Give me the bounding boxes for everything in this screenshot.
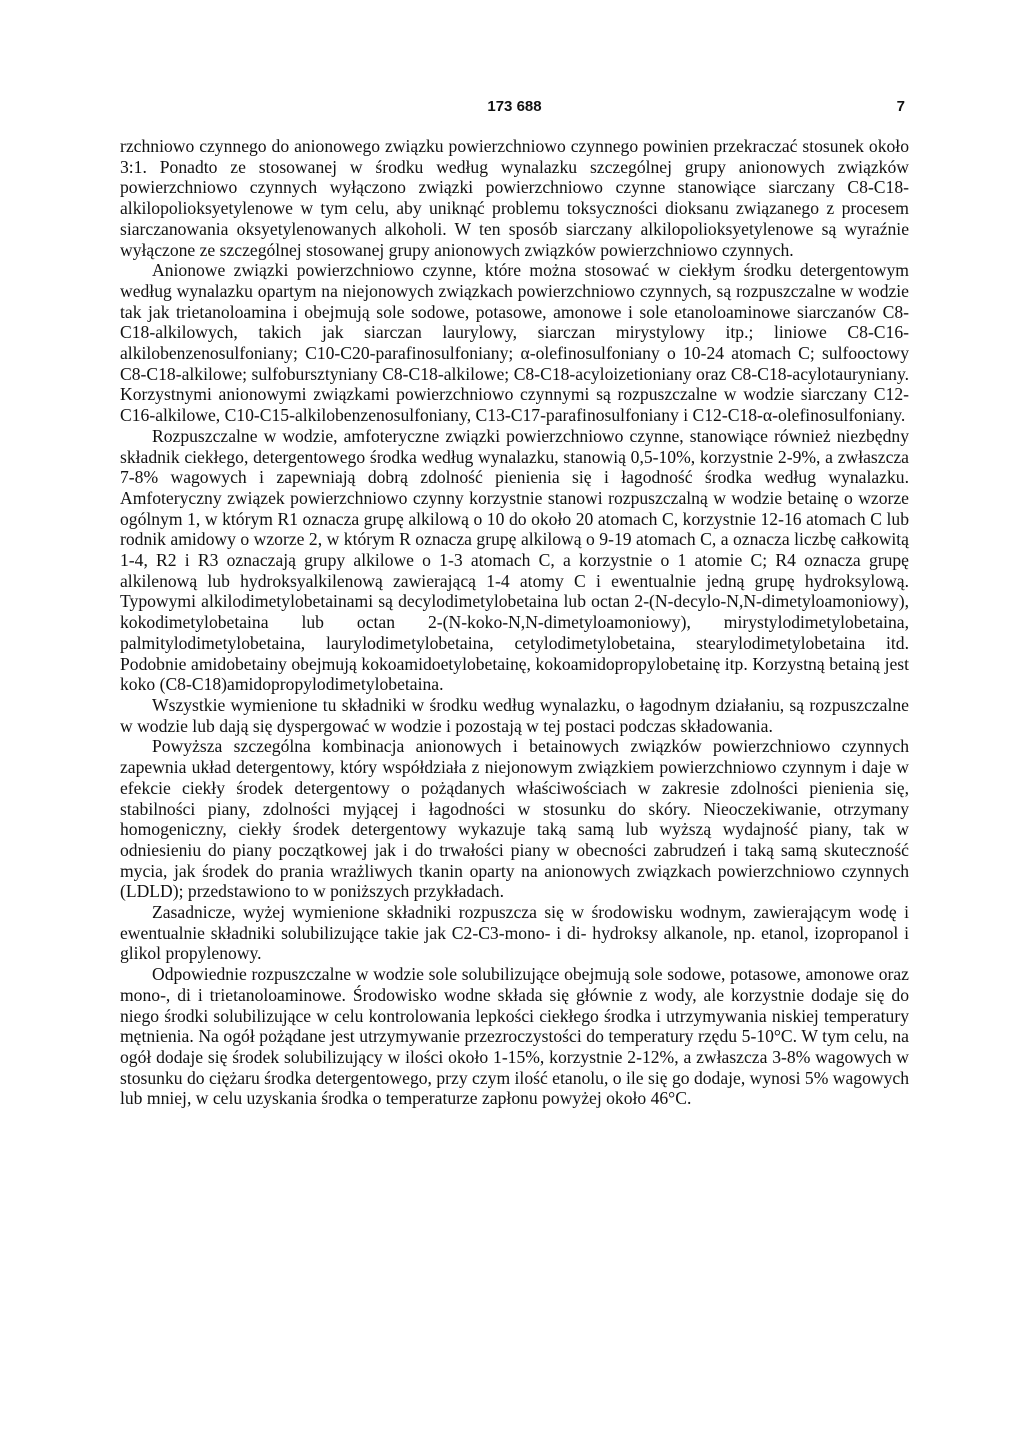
document-number: 173 688: [487, 98, 542, 115]
paragraph: Wszystkie wymienione tu składniki w środku według wynalazku, o łagodnym działaniu, są rozpuszczalne w wodzie lub dają się dyspergować w wodzie i pozostają w tej postaci podczas składowania.: [120, 694, 909, 736]
page-header: [120, 96, 909, 122]
paragraph: rzchniowo czynnego do anionowego związku powierzchniowo czynnego powinien przekraczać stosunek około 3:1. Ponadto ze stosowanej w środku według wynalazku szczególnej grupy anionowych związków powierzchniowo czynnych wyłączono związki powierzchniowo czynne stanowiące siarczany C8-C18-alkilopolioksyetylenowe w tym celu, aby uniknąć problemu toksyczności dioksanu związanego z procesem siarczanowania oksyetylenowanych alkoholi. W ten sposób siarczany alkilopolioksyetylenowe są wyraźnie wyłączone ze szczególnej stosowanej grupy anionowych związków powierzchniowo czynnych.: [120, 136, 909, 260]
page-number: 7: [896, 98, 905, 115]
paragraph: Rozpuszczalne w wodzie, amfoteryczne związki powierzchniowo czynne, stanowiące również niezbędny składnik ciekłego, detergentowego środka według wynalazku, stanowią 0,5-10%, korzystnie 2-9%, a zwłaszcza 7-8% wagowych i zapewniają dobrą zdolność pienienia się i łagodność środka według wynalazku. Amfoteryczny związek powierzchniowo czynny korzystnie stanowi rozpuszczalną w wodzie betainę o wzorze ogólnym 1, w którym R1 oznacza grupę alkilową o 10 do około 20 atomach C, korzystnie 12-16 atomach C lub rodnik amidowy o wzorze 2, w którym R oznacza grupę alkilową o 9-19 atomach C, a oznacza liczbę całkowitą 1-4, R2 i R3 oznaczają grupy alkilowe o 1-3 atomach C, a korzystnie o 1 atomie C; R4 oznacza grupę alkilenową lub hydroksyalkilenową zawierającą 1-4 atomy C i ewentualnie jedną grupę hydroksylową. Typowymi alkilodimetylobetainami są decylodimetylobetaina lub octan 2-(N-decylo-N,N-dimetyloamoniowy), kokodimetylobetaina lub octan 2-(N-koko-N,N-dimetyloamoniowy), mirystylodimetylobetaina, palmitylodimetylobetaina, laurylodimetylobetaina, cetylodimetylobetaina, stearylodimetylobetaina itd. Podobnie amidobetainy obejmują kokoamidoetylobetainę, kokoamidopropylobetainę itp. Korzystną betainą jest koko (C8-C18)amidopropylodimetylobetaina.: [120, 425, 909, 695]
paragraph: Zasadnicze, wyżej wymienione składniki rozpuszcza się w środowisku wodnym, zawierającym wodę i ewentualnie składniki solubilizujące takie jak C2-C3-mono- i di- hydroksy alkanole, np. etanol, izopropanol i glikol propylenowy.: [120, 902, 909, 964]
paragraph: Odpowiednie rozpuszczalne w wodzie sole solubilizujące obejmują sole sodowe, potasowe, amonowe oraz mono-, di i trietanoloaminowe. Środowisko wodne składa się głównie z wody, ale korzystnie dodaje się do niego środki solubilizujące w celu kontrolowania lepkości ciekłego środka i utrzymywania niskiej temperatury mętnienia. Na ogół pożądane jest utrzymywanie przezroczystości do temperatury rzędu 5-10°C. W tym celu, na ogół dodaje się środek solubilizujący w ilości około 1-15%, korzystnie 2-12%, a zwłaszcza 3-8% wagowych w stosunku do ciężaru środka detergentowego, przy czym ilość etanolu, o ile się go dodaje, wynosi 5% wagowych lub mniej, w celu uzyskania środka o temperaturze zapłonu powyżej około 46°C.: [120, 964, 909, 1109]
paragraph: Powyższa szczególna kombinacja anionowych i betainowych związków powierzchniowo czynnych zapewnia układ detergentowy, który współdziała z niejonowym związkiem powierzchniowo czynnym i daje w efekcie ciekły środek detergentowy o pożądanych właściwościach w zakresie zdolności pienienia się, stabilności piany, zdolności myjącej i łagodności w stosunku do skóry. Nieoczekiwanie, otrzymany homogeniczny, ciekły środek detergentowy wykazuje taką samą lub wyższą wydajność piany, tak w odniesieniu do piany początkowej jak i do trwałości piany w obecności zabrudzeń i taką samą skuteczność mycia, jak środek do prania wrażliwych tkanin oparty na anionowych związkach powierzchniowo czynnych (LDLD); przedstawiono to w poniższych przykładach.: [120, 736, 909, 902]
body-text: [120, 136, 909, 1109]
paragraph: Anionowe związki powierzchniowo czynne, które można stosować w ciekłym środku detergentowym według wynalazku opartym na niejonowych związkach powierzchniowo czynnych, są rozpuszczalne w wodzie tak jak trietanoloamina i obejmują sole sodowe, potasowe, amonowe i sole etanoloaminowe siarczanów C8-C18-alkilowych, takich jak siarczan laurylowy, siarczan mirystylowy itp.; liniowe C8-C16-alkilobenzenosulfoniany; C10-C20-parafinosulfoniany; α-olefinosulfoniany o 10-24 atomach C; sulfooctowy C8-C18-alkilowe; sulfobursztyniany C8-C18-alkilowe; C8-C18-acyloizetioniany oraz C8-C18-acylotauryniany. Korzystnymi anionowymi związkami powierzchniowo czynnymi są rozpuszczalne w wodzie siarczany C12-C16-alkilowe, C10-C15-alkilobenzenosulfoniany, C13-C17-parafinosulfoniany i C12-C18-α-olefinosulfoniany.: [120, 260, 909, 426]
